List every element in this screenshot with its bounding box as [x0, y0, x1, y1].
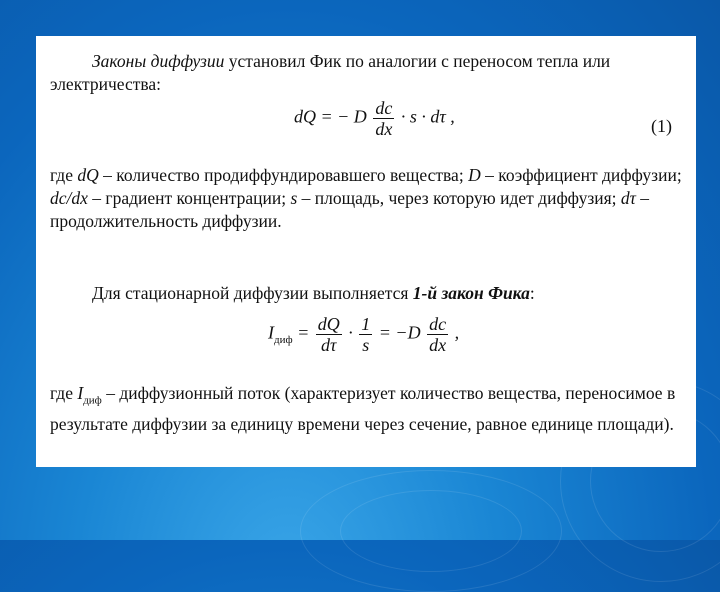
definitions-text: – градиент концентрации;	[87, 188, 291, 208]
formula-1-eq: =	[320, 106, 333, 127]
definitions-text: – продолжительность диффузии.	[50, 188, 650, 231]
definitions-text: – количество продиффундировавшего вещества;	[98, 165, 469, 185]
formula-2-lhs: I	[268, 322, 274, 343]
definitions-paragraph	[50, 164, 686, 233]
slide-content-card	[36, 36, 696, 467]
formula-2-fraction-2	[359, 314, 372, 355]
formula-2-tail: ,	[454, 322, 460, 343]
var-i: I	[77, 383, 84, 403]
formula-1-coef: − D	[337, 106, 367, 127]
formula-1-numerator: dc	[375, 98, 393, 118]
definitions-text: где	[50, 165, 78, 185]
formula-2-eq: =	[297, 322, 310, 343]
flux-text: – диффузионный поток (характеризует количество вещества, переносимое в результате диффузии за единицу времени через сечение, равное единице площади).	[50, 383, 676, 434]
formula-1-fraction	[373, 98, 394, 139]
flux-text: где	[50, 383, 78, 403]
definitions-text: – площадь, через которую идет диффузия;	[297, 188, 621, 208]
intro-text: установил Фик по аналогии с переносом тепла или электричества:	[50, 51, 611, 94]
formula-1	[294, 98, 455, 139]
formula-2-mid: = −D	[378, 322, 421, 343]
intro-paragraph	[50, 50, 686, 96]
var-i-subscript: диф	[83, 394, 102, 407]
formula-2-denominator-1: dτ	[321, 335, 337, 355]
definitions-text: – коэффициент диффузии;	[480, 165, 682, 185]
formula-1-tail: · s · dτ ,	[400, 106, 455, 127]
intro-italic-term: Законы диффузии	[92, 51, 225, 71]
var-dc-dx: dc/dx	[50, 188, 88, 208]
formula-2-numerator-3: dc	[429, 314, 447, 334]
var-d: D	[468, 165, 481, 185]
formula-2-numerator-1: dQ	[317, 314, 340, 334]
background-ripple	[340, 490, 522, 572]
formula-1-denominator: dx	[375, 119, 393, 139]
var-s: s	[290, 188, 298, 208]
formula-2-denominator-2: s	[362, 335, 370, 355]
formula-2-dot: ·	[348, 322, 353, 343]
law-intro-end: :	[529, 283, 535, 303]
equation-number: (1)	[651, 116, 672, 136]
formula-2-lhs-subscript: диф	[274, 334, 293, 347]
law-intro-text: Для стационарной диффузии выполняется	[92, 283, 413, 303]
formula-2-fraction-1	[316, 314, 342, 355]
flux-definition-paragraph	[50, 382, 686, 436]
formula-2-denominator-3: dx	[429, 335, 447, 355]
formula-2	[268, 314, 459, 355]
formula-1-lhs: dQ	[294, 106, 316, 127]
law-intro-paragraph	[92, 282, 692, 305]
var-dq: dQ	[77, 165, 99, 185]
law-name: 1-й закон Фика	[412, 283, 530, 303]
var-dtau: dτ	[620, 188, 636, 208]
formula-2-numerator-2: 1	[361, 314, 371, 334]
formula-2-fraction-3	[427, 314, 448, 355]
